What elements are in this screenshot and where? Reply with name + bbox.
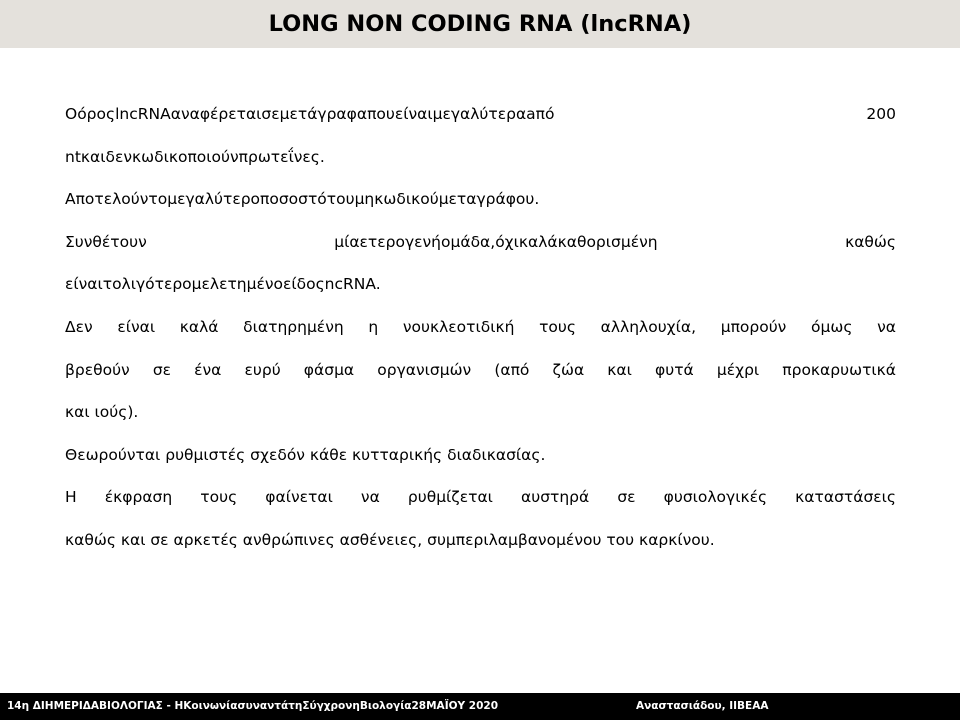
body-line-3: Αποτελούντομεγαλύτεροποσοστότουμηκωδικούμεταγράφου.	[65, 190, 540, 209]
body-line-8: και ιούς).	[65, 403, 139, 422]
footer-author-label: Αναστασιάδου, ΙΙΒΕΑΑ	[636, 700, 769, 712]
body-line-11: καθώς και σε αρκετές ανθρώπινες ασθένειες, συμπεριλαμβανομένου του καρκίνου.	[65, 530, 715, 549]
body-line-7: βρεθούν σε ένα ευρύ φάσμα οργανισμών (από ζώα και φυτά μέχρι προκαρυωτικά	[65, 360, 896, 379]
body-line-4-middle: μίαετερογενήομάδα,όχικαλάκαθορισμένη	[334, 232, 658, 251]
body-line-4-right: καθώς	[845, 232, 896, 251]
body-line-9: Θεωρούνται ρυθμιστές σχεδόν κάθε κυτταρικής διαδικασίας.	[65, 445, 546, 464]
title-bar	[0, 0, 960, 48]
body-line-4	[65, 232, 896, 252]
slide-body	[65, 104, 896, 573]
body-line-1-right: 200	[866, 105, 896, 123]
body-line-4-left: Συνθέτουν	[65, 232, 147, 251]
slide-title: LONG NON CODING RNA (lncRNA)	[268, 11, 692, 37]
body-line-10: Η έκφραση τους φαίνεται να ρυθμίζεται αυστηρά σε φυσιολογικές καταστάσεις	[65, 488, 896, 507]
footer-event-label: 14η ΔΙΗΜΕΡΙΔΑΒΙΟΛΟΓΙΑΣ - ΗΚοινωνίασυναντάτηΣύγχρονηΒιολογία28ΜΑΪΟΥ 2020	[7, 700, 499, 712]
body-line-1-left: ΟόροςlncRNAαναφέρεταισεμετάγραφαπουείναιμεγαλύτεραaπό	[65, 105, 555, 123]
body-line-5: είναιτολιγότερομελετημένοείδοςncRNA.	[65, 275, 381, 294]
body-line-2: ntκαιδενκωδικοποιούνπρωτεΐνες.	[65, 147, 325, 166]
footer-bar	[0, 693, 960, 720]
body-line-6: Δεν είναι καλά διατηρημένη η νουκλεοτιδική τους αλληλουχία, μπορούν όμως να	[65, 317, 896, 336]
body-line-1	[65, 104, 896, 124]
